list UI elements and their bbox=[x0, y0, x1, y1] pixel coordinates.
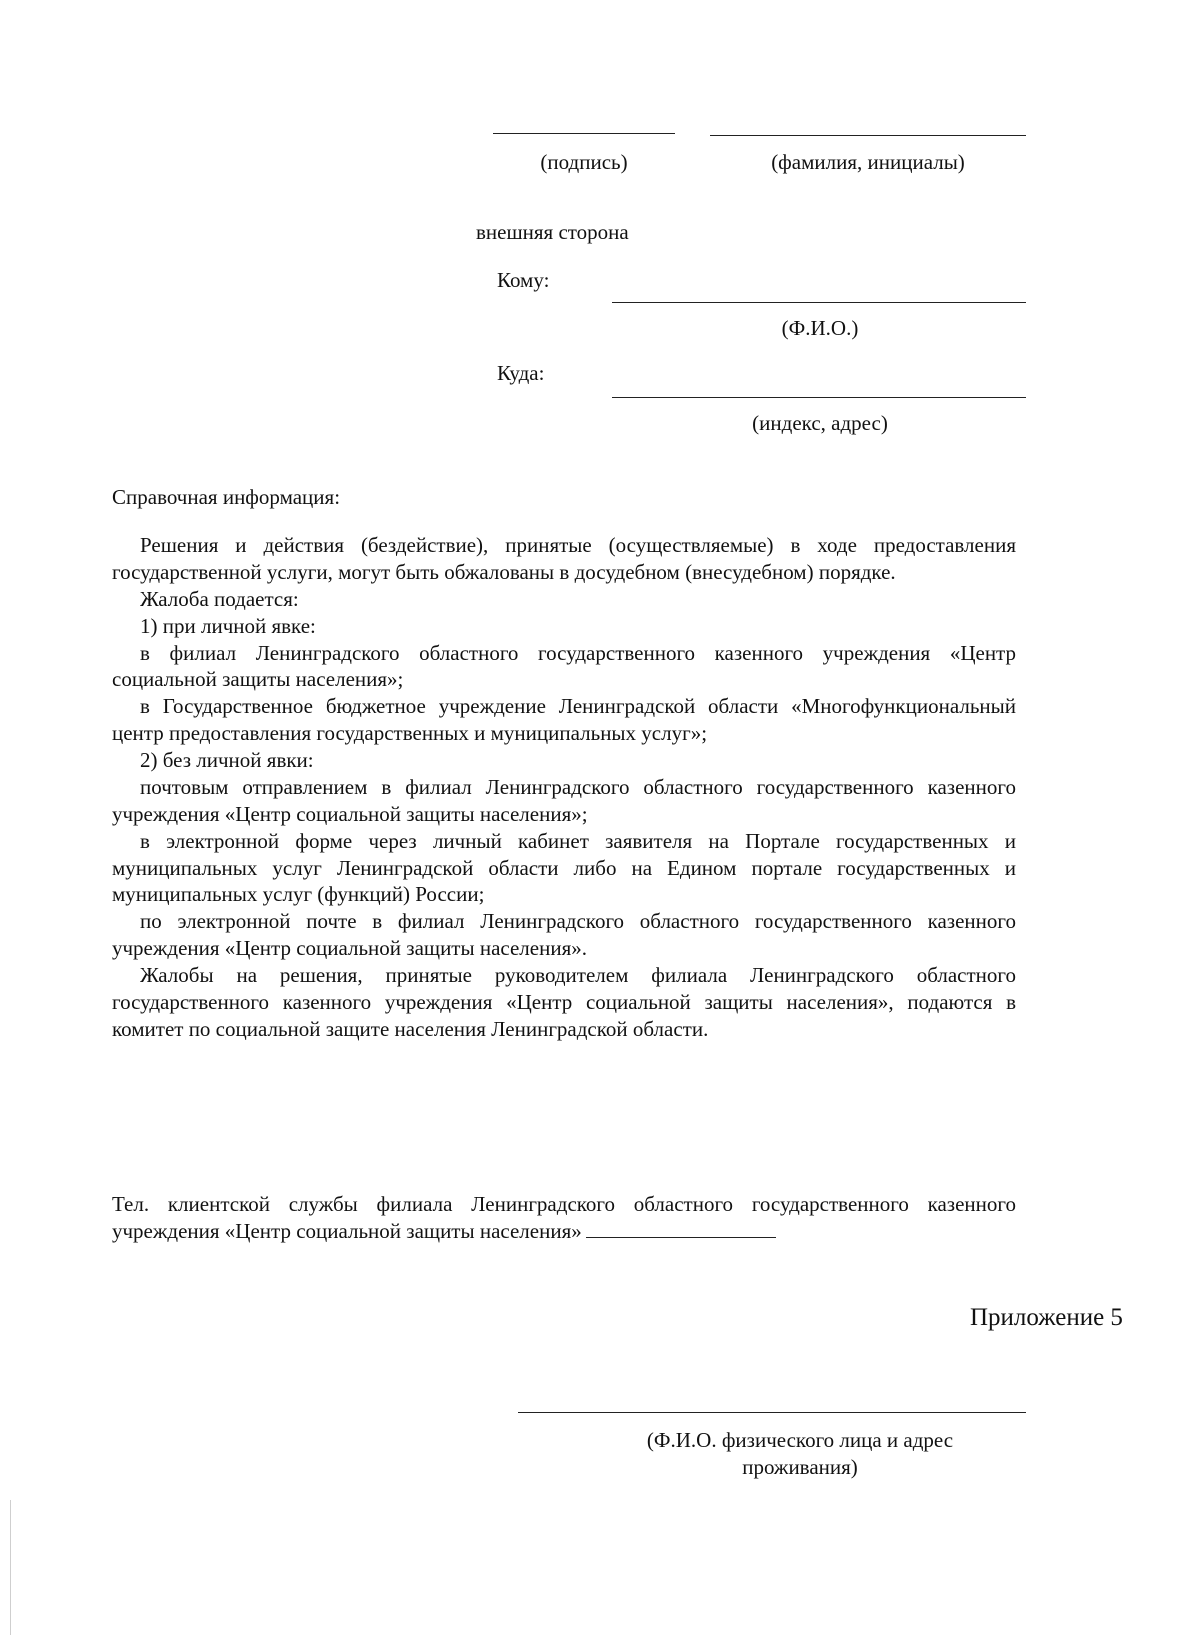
where-line bbox=[612, 397, 1026, 398]
reference-paragraph: по электронной почте в филиал Ленинградского областного государственного казенного учреждения «Центр социальной защиты населения». bbox=[112, 909, 1016, 961]
appendix-title: Приложение 5 bbox=[970, 1304, 1123, 1331]
reference-paragraph: Жалобы на решения, принятые руководителем филиала Ленинградского областного государственного казенного учреждения «Центр социальной защиты населения», подаются в комитет по социальной защите населения Ленинградской области. bbox=[112, 963, 1016, 1041]
reference-paragraph: в электронной форме через личный кабинет заявителя на Портале государственных и муниципальных услуг Ленинградской области либо на Едином портале государственных и муниципальных услуг (функций) России; bbox=[112, 828, 1016, 907]
reference-title: Справочная информация: bbox=[112, 485, 341, 509]
phone-fill-line bbox=[586, 1219, 776, 1238]
name-caption: (фамилия, инициалы) bbox=[771, 150, 965, 174]
phone-block bbox=[112, 1191, 1016, 1245]
reference-paragraph: в филиал Ленинградского областного государственного казенного учреждения «Центр социальной защиты населения»; bbox=[112, 640, 1016, 692]
scan-edge bbox=[10, 1500, 11, 1635]
phone-text bbox=[112, 1191, 1016, 1245]
reference-paragraph: 1) при личной явке: bbox=[140, 613, 316, 638]
envelope-heading: внешняя сторона bbox=[476, 220, 629, 244]
to-label: Кому: bbox=[497, 268, 550, 292]
reference-paragraph: почтовым отправлением в филиал Ленинградского областного государственного казенного учреждения «Центр социальной защиты населения»; bbox=[112, 774, 1016, 826]
appendix-caption-line2: проживания) bbox=[742, 1455, 858, 1479]
appendix-caption-line1: (Ф.И.О. физического лица и адрес bbox=[646, 1428, 954, 1452]
appendix-line bbox=[518, 1412, 1026, 1413]
to-line bbox=[612, 302, 1026, 303]
signature-line bbox=[493, 133, 675, 134]
to-caption: (Ф.И.О.) bbox=[781, 316, 859, 340]
reference-paragraph: в Государственное бюджетное учреждение Ленинградской области «Многофункциональный центр предоставления государственных и муниципальных услуг»; bbox=[112, 694, 1016, 746]
where-caption: (индекс, адрес) bbox=[752, 411, 888, 435]
signature-caption: (подпись) bbox=[540, 150, 628, 174]
reference-body bbox=[112, 532, 1016, 1043]
reference-paragraph: 2) без личной явки: bbox=[140, 748, 314, 772]
reference-paragraph: Решения и действия (бездействие), принятые (осуществляемые) в ходе предоставления государственной услуги, могут быть обжалованы в досудебном (внесудебном) порядке. bbox=[112, 533, 1016, 584]
phone-text-content: Тел. клиентской службы филиала Ленинградского областного государственного казенного учреждения «Центр социальной защиты населения» bbox=[112, 1192, 1016, 1243]
where-label: Куда: bbox=[497, 361, 545, 385]
name-line bbox=[710, 135, 1026, 136]
reference-paragraph: Жалоба подается: bbox=[140, 586, 299, 611]
